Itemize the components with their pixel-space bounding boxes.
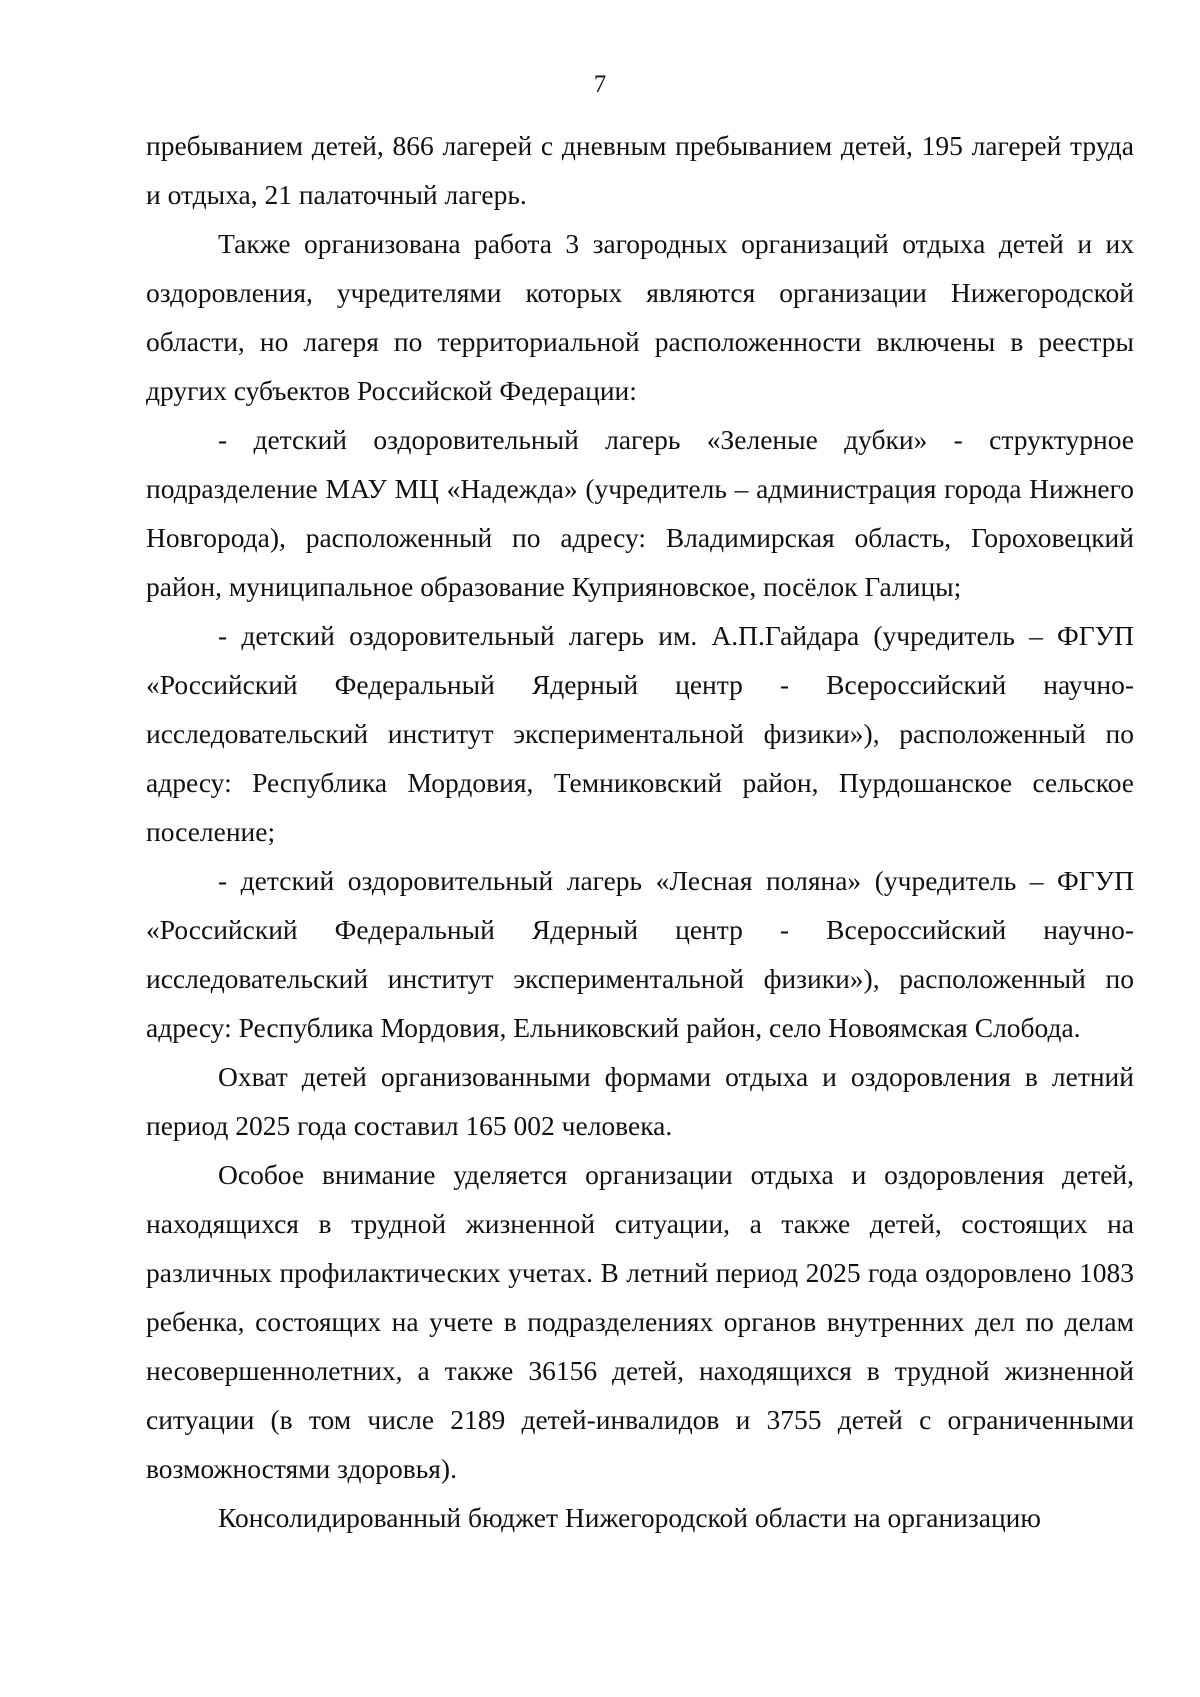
- document-body: [146, 121, 1134, 1542]
- paragraph-continuation: пребыванием детей, 866 лагерей с дневным пребыванием детей, 195 лагерей труда и отдыха, 21 палаточный лагерь.: [146, 130, 1134, 210]
- list-item-camp-zelenye-dubki: - детский оздоровительный лагерь «Зеленые дубки» - структурное подразделение МАУ МЦ «Надежда» (учредитель – администрация города Нижнего Новгорода), расположенный по адресу: Владимирская область, Гороховецкий район, муниципальное образование Куприяновское, посёлок Галицы;: [146, 424, 1134, 602]
- paragraph-intro-camps: Также организована работа 3 загородных организаций отдыха детей и их оздоровления, учредителями которых являются организации Нижегородской области, но лагеря по территориальной расположенности включены в реестры других субъектов Российской Федерации:: [146, 228, 1134, 406]
- paragraph-special-attention: Особое внимание уделяется организации отдыха и оздоровления детей, находящихся в трудной жизненной ситуации, а также детей, состоящих на различных профилактических учетах. В летний период 2025 года оздоровлено 1083 ребенка, состоящих на учете в подразделениях органов внутренних дел по делам несовершеннолетних, а также 36156 детей, находящихся в трудной жизненной ситуации (в том числе 2189 детей-инвалидов и 3755 детей с ограниченными возможностями здоровья).: [146, 1159, 1134, 1484]
- page-number: 7: [593, 71, 607, 98]
- paragraph-coverage: Охват детей организованными формами отдыха и оздоровления в летний период 2025 года составил 165 002 человека.: [146, 1061, 1134, 1141]
- paragraph-budget: Консолидированный бюджет Нижегородской области на организацию: [218, 1502, 1041, 1533]
- list-item-camp-gaidar: - детский оздоровительный лагерь им. А.П.Гайдара (учредитель – ФГУП «Российский Федеральный Ядерный центр - Всероссийский научно-исследовательский институт экспериментальной физики»), расположенный по адресу: Республика Мордовия, Темниковский район, Пурдошанское сельское поселение;: [146, 620, 1134, 847]
- list-item-camp-lesnaya-polyana: - детский оздоровительный лагерь «Лесная поляна» (учредитель – ФГУП «Российский Федеральный Ядерный центр - Всероссийский научно-исследовательский институт экспериментальной физики»), расположенный по адресу: Республика Мордовия, Ельниковский район, село Новоямская Слобода.: [146, 865, 1134, 1043]
